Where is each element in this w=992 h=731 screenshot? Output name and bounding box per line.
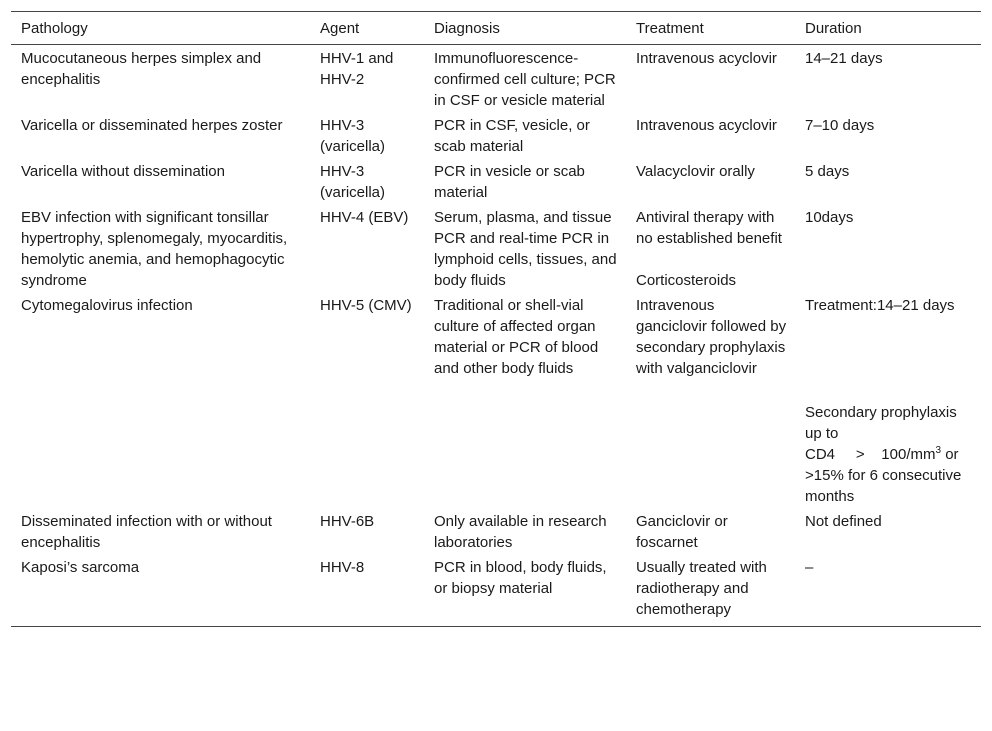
pathology-cell: Varicella without dissemination xyxy=(21,163,225,180)
table-header-row xyxy=(11,12,981,45)
table-row xyxy=(11,292,981,508)
pathology-cell: Varicella or disseminated herpes zoster xyxy=(21,117,283,134)
header-treatment: Treatment xyxy=(626,12,795,45)
agent-cell: HHV-1 and HHV-2 xyxy=(320,50,394,88)
duration-cell: – xyxy=(795,554,981,627)
diagnosis-cell: PCR in CSF, vesicle, or scab material xyxy=(434,117,590,155)
pathology-cell: Disseminated infection with or without encephalitis xyxy=(21,513,272,551)
duration-superscript: 3 xyxy=(935,445,942,456)
treatment-text-2: Corticosteroids xyxy=(636,272,737,289)
table-row xyxy=(11,204,981,292)
agent-cell: HHV-5 (CMV) xyxy=(320,297,412,314)
agent-cell: HHV-4 (EBV) xyxy=(320,209,409,226)
agent-cell: HHV-6B xyxy=(320,513,375,530)
duration-cell: 7–10 days xyxy=(805,117,875,134)
agent-cell: HHV-8 xyxy=(310,554,424,627)
treatment-cell: Intravenous acyclovir xyxy=(636,117,777,134)
agent-cell: HHV-3 (varicella) xyxy=(320,117,386,155)
table-row xyxy=(11,158,981,204)
table-row xyxy=(11,508,981,554)
duration-cell: 14–21 days xyxy=(805,50,883,67)
diagnosis-cell: Only available in research laboratories xyxy=(434,513,607,551)
diagnosis-cell: Traditional or shell-vial culture of affected organ material or PCR of blood and other body fluids xyxy=(434,297,599,377)
diagnosis-cell: Immunofluorescence-confirmed cell culture; PCR in CSF or vesicle material xyxy=(434,50,616,109)
duration-text-2a: Secondary prophylaxis up to CD4 xyxy=(805,404,957,463)
header-duration: Duration xyxy=(795,12,981,45)
pathology-cell: EBV infection with significant tonsillar hypertrophy, splenomegaly, myocarditis, hemolytic anemia, and hemophagocytic syndrome xyxy=(21,209,288,289)
duration-text-2d: or >15% for 6 consecutive months xyxy=(805,446,962,505)
header-agent: Agent xyxy=(310,12,424,45)
diagnosis-cell: Serum, plasma, and tissue PCR and real-time PCR in lymphoid cells, tissues, and body fluids xyxy=(434,209,617,289)
header-pathology: Pathology xyxy=(11,12,310,45)
duration-gt: > xyxy=(855,446,865,463)
treatment-cell: Ganciclovir or foscarnet xyxy=(636,513,728,551)
treatment-cell: Intravenous ganciclovir followed by secondary prophylaxis with valganciclovir xyxy=(636,297,787,377)
treatment-cell: Valacyclovir orally xyxy=(636,163,755,180)
duration-spacer xyxy=(805,316,973,402)
treatment-spacer xyxy=(636,249,787,270)
table-row xyxy=(11,45,981,113)
treatment-cell: Usually treated with radiotherapy and chemotherapy xyxy=(626,554,795,627)
treatment-cell xyxy=(626,204,795,292)
herpesvirus-table xyxy=(11,11,981,627)
table-row xyxy=(11,554,981,627)
agent-cell: HHV-3 (varicella) xyxy=(320,163,386,201)
pathology-cell: Cytomegalovirus infection xyxy=(21,297,193,314)
treatment-text: Antiviral therapy with no established benefit xyxy=(636,209,782,247)
duration-text: Treatment:14–21 days xyxy=(805,297,955,314)
treatment-cell: Intravenous acyclovir xyxy=(636,50,777,67)
table-row xyxy=(11,112,981,158)
diagnosis-cell: PCR in blood, body fluids, or biopsy material xyxy=(424,554,626,627)
pathology-cell: Kaposi’s sarcoma xyxy=(11,554,310,627)
diagnosis-cell: PCR in vesicle or scab material xyxy=(434,163,585,201)
duration-text-2 xyxy=(805,402,973,507)
header-diagnosis: Diagnosis xyxy=(424,12,626,45)
pathology-cell: Mucocutaneous herpes simplex and encephalitis xyxy=(21,50,262,88)
duration-cell: 10days xyxy=(805,209,854,226)
duration-cell xyxy=(795,292,981,508)
duration-cell: Not defined xyxy=(805,513,882,530)
duration-cell: 5 days xyxy=(805,163,850,180)
duration-text-2c: 100/mm xyxy=(881,446,936,463)
